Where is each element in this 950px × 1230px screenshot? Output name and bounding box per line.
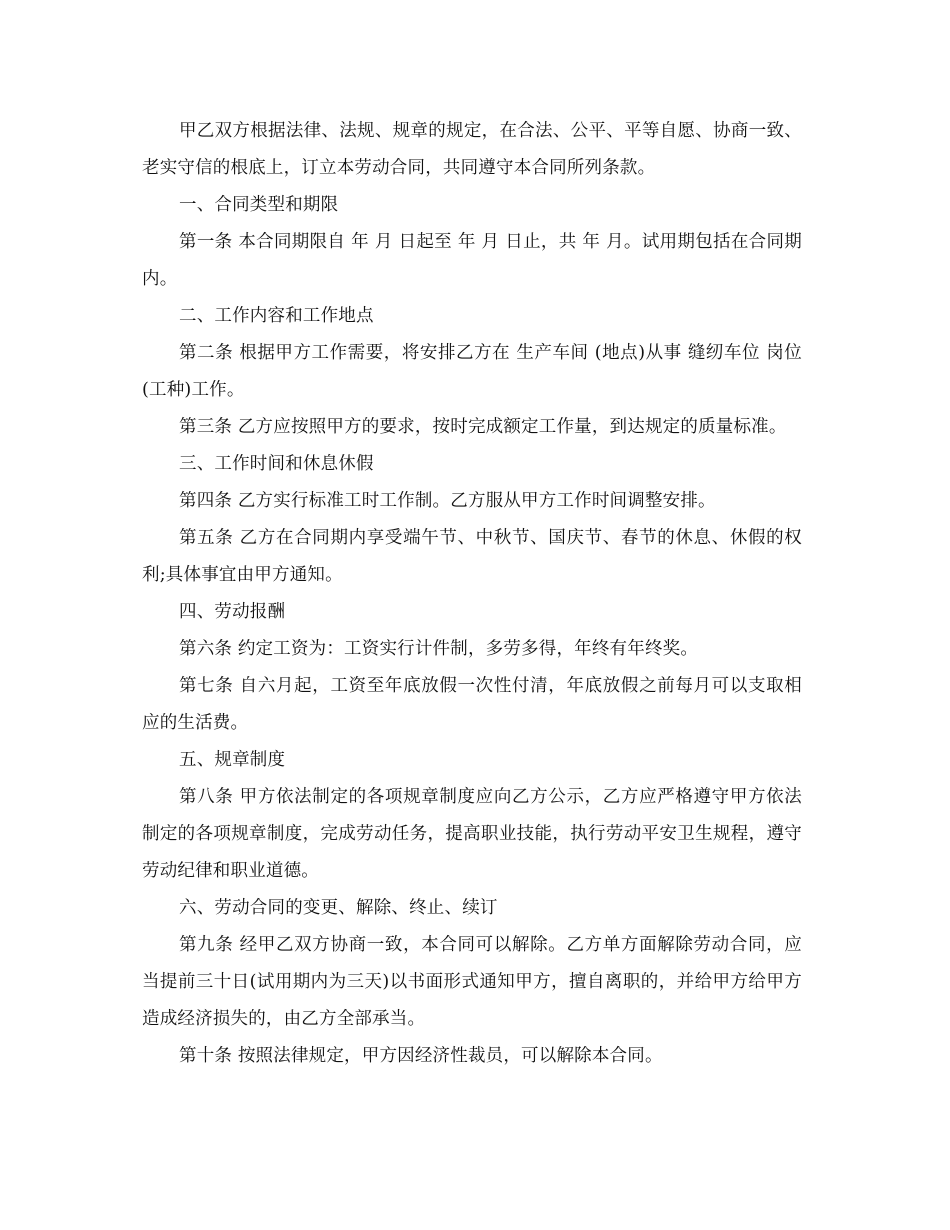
section-heading-contract-type: 一、合同类型和期限 [179, 195, 339, 215]
section-heading-remuneration: 四、劳动报酬 [179, 602, 286, 622]
article-6: 第六条 约定工资为：工资实行计件制，多劳多得，年终有年终奖。 [179, 639, 699, 659]
section-heading-work-content: 二、工作内容和工作地点 [179, 306, 374, 326]
article-10: 第十条 按照法律规定，甲方因经济性裁员，可以解除本合同。 [179, 1046, 663, 1066]
document-body [142, 113, 802, 1075]
section-heading-working-hours: 三、工作时间和休息休假 [179, 454, 374, 474]
article-9: 第九条 经甲乙双方协商一致，本合同可以解除。乙方单方面解除劳动合同，应当提前三十日(试用期内为三天)以书面形式通知甲方，擅自离职的，并给甲方给甲方造成经济损失的，由乙方全部承当。 [142, 935, 802, 1029]
article-4: 第四条 乙方实行标准工时工作制。乙方服从甲方工作时间调整安排。 [179, 491, 716, 511]
section-heading-rules: 五、规章制度 [179, 750, 286, 770]
section-heading-contract-changes: 六、劳动合同的变更、解除、终止、续订 [179, 898, 498, 918]
article-3: 第三条 乙方应按照甲方的要求，按时完成额定工作量，到达规定的质量标准。 [179, 417, 787, 437]
article-8: 第八条 甲方依法制定的各项规章制度应向乙方公示，乙方应严格遵守甲方依法制定的各项规章制度，完成劳动任务，提高职业技能，执行劳动平安卫生规程，遵守劳动纪律和职业道德。 [142, 787, 802, 881]
article-7: 第七条 自六月起，工资至年底放假一次性付清，年底放假之前每月可以支取相应的生活费。 [142, 676, 802, 733]
article-2: 第二条 根据甲方工作需要，将安排乙方在 生产车间 (地点)从事 缝纫车位 岗位(工种)工作。 [142, 343, 802, 400]
article-1: 第一条 本合同期限自 年 月 日起至 年 月 日止，共 年 月。试用期包括在合同期内。 [142, 232, 802, 289]
article-5: 第五条 乙方在合同期内享受端午节、中秋节、国庆节、春节的休息、休假的权利;具体事宜由甲方通知。 [142, 528, 802, 585]
intro-paragraph: 甲乙双方根据法律、法规、规章的规定，在合法、公平、平等自愿、协商一致、老实守信的根底上，订立本劳动合同，共同遵守本合同所列条款。 [142, 121, 802, 178]
